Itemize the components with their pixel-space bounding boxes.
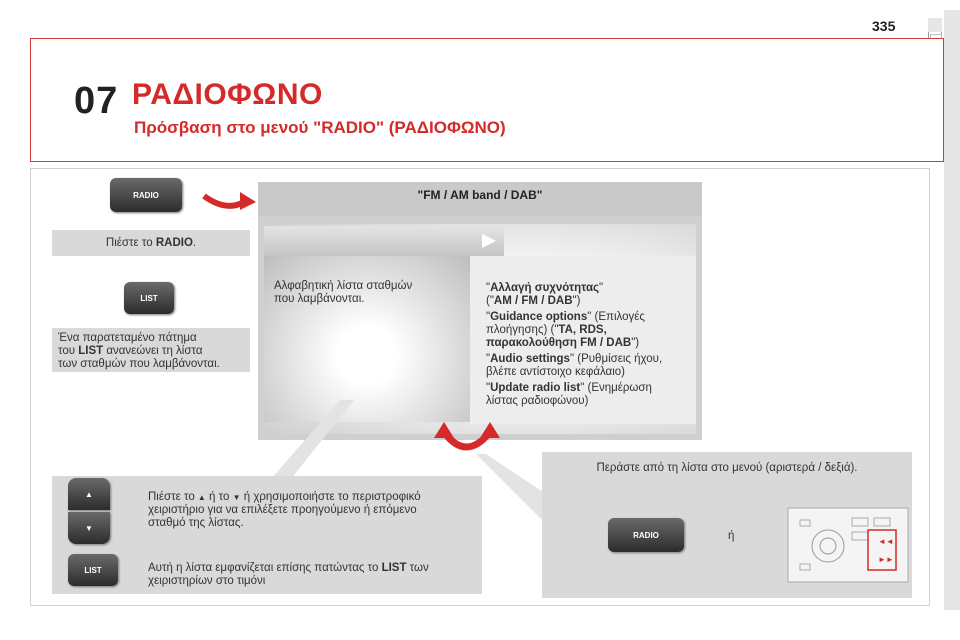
page-edge-bar	[944, 10, 960, 610]
svg-text:◄◄: ◄◄	[878, 537, 894, 546]
control-panel-illustration	[786, 506, 910, 584]
callout-wedge-right	[470, 454, 550, 524]
callout-wedge-left	[270, 400, 360, 480]
play-arrow-icon	[480, 232, 498, 250]
down-triangle-icon: ▼	[232, 493, 241, 502]
switch-pane-text: Περάστε από τη λίστα στο μενού (αριστερά / δεξιά).	[596, 462, 858, 474]
up-button-illustration	[68, 478, 110, 510]
down-button-illustration	[68, 512, 110, 544]
up-triangle-icon: ▲	[197, 493, 206, 502]
list-button-illustration	[124, 282, 174, 314]
svg-text:►►: ►►	[878, 555, 894, 564]
screen-title: "FM / AM band / DAB"	[417, 188, 543, 202]
chapter-number: 07	[74, 80, 119, 122]
list-button-label: LIST	[140, 293, 158, 303]
steering-list-instructions: Αυτή η λίστα εμφανίζεται επίσης πατώντας το LIST των χειριστηρίων στο τιμόνι	[148, 562, 429, 587]
radio-button-illustration	[110, 178, 182, 212]
radio-button-label-2: RADIO	[633, 530, 659, 540]
or-text: ή	[728, 530, 735, 542]
list-wheel-button-label: LIST	[84, 565, 102, 575]
radio-button-label: RADIO	[133, 190, 159, 200]
page-title: ΡΑΔΙΟΦΩΝΟ	[132, 78, 323, 111]
page-number: 335	[872, 18, 896, 34]
screen-top-bar	[264, 226, 504, 256]
radio-button-illustration-2	[608, 518, 684, 552]
menu-text: "Αλλαγή συχνότητας" ("AM / FM / DAB") "Guidance options" (Επιλογές πλοήγησης) ("TA, RDS, παρακολούθηση FM / DAB") "Audio settings" (Ρυθμίσεις ήχου, βλέπε αντίστοιχο κεφάλαιο) "Update radio list" (Ενημέρωση λίστας ραδιοφώνου)	[486, 282, 663, 407]
station-list-text: Αλφαβητική λίστα σταθμών που λαμβάνονται.	[274, 280, 413, 305]
long-press-text: Ένα παρατεταμένο πάτημα του LIST ανανεώνει τη λίστα των σταθμών που λαμβάνονται.	[58, 332, 220, 370]
chevron-up-icon: ▲	[85, 489, 93, 499]
chevron-down-icon: ▼	[85, 523, 93, 533]
page-subtitle: Πρόσβαση στο μενού "RADIO" (ΡΑΔΙΟΦΩΝΟ)	[134, 118, 506, 137]
press-radio-text: Πιέστε το RADIO.	[105, 237, 197, 249]
list-wheel-button-illustration	[68, 554, 118, 586]
navigate-instructions: Πιέστε το ▲ ή το ▼ ή χρησιμοποιήστε το περιστροφικό χειριστήριο για να επιλέξετε προηγούμενο ή επόμενο σταθμό της λίστας.	[148, 491, 421, 529]
red-arrow-icon	[200, 188, 258, 218]
